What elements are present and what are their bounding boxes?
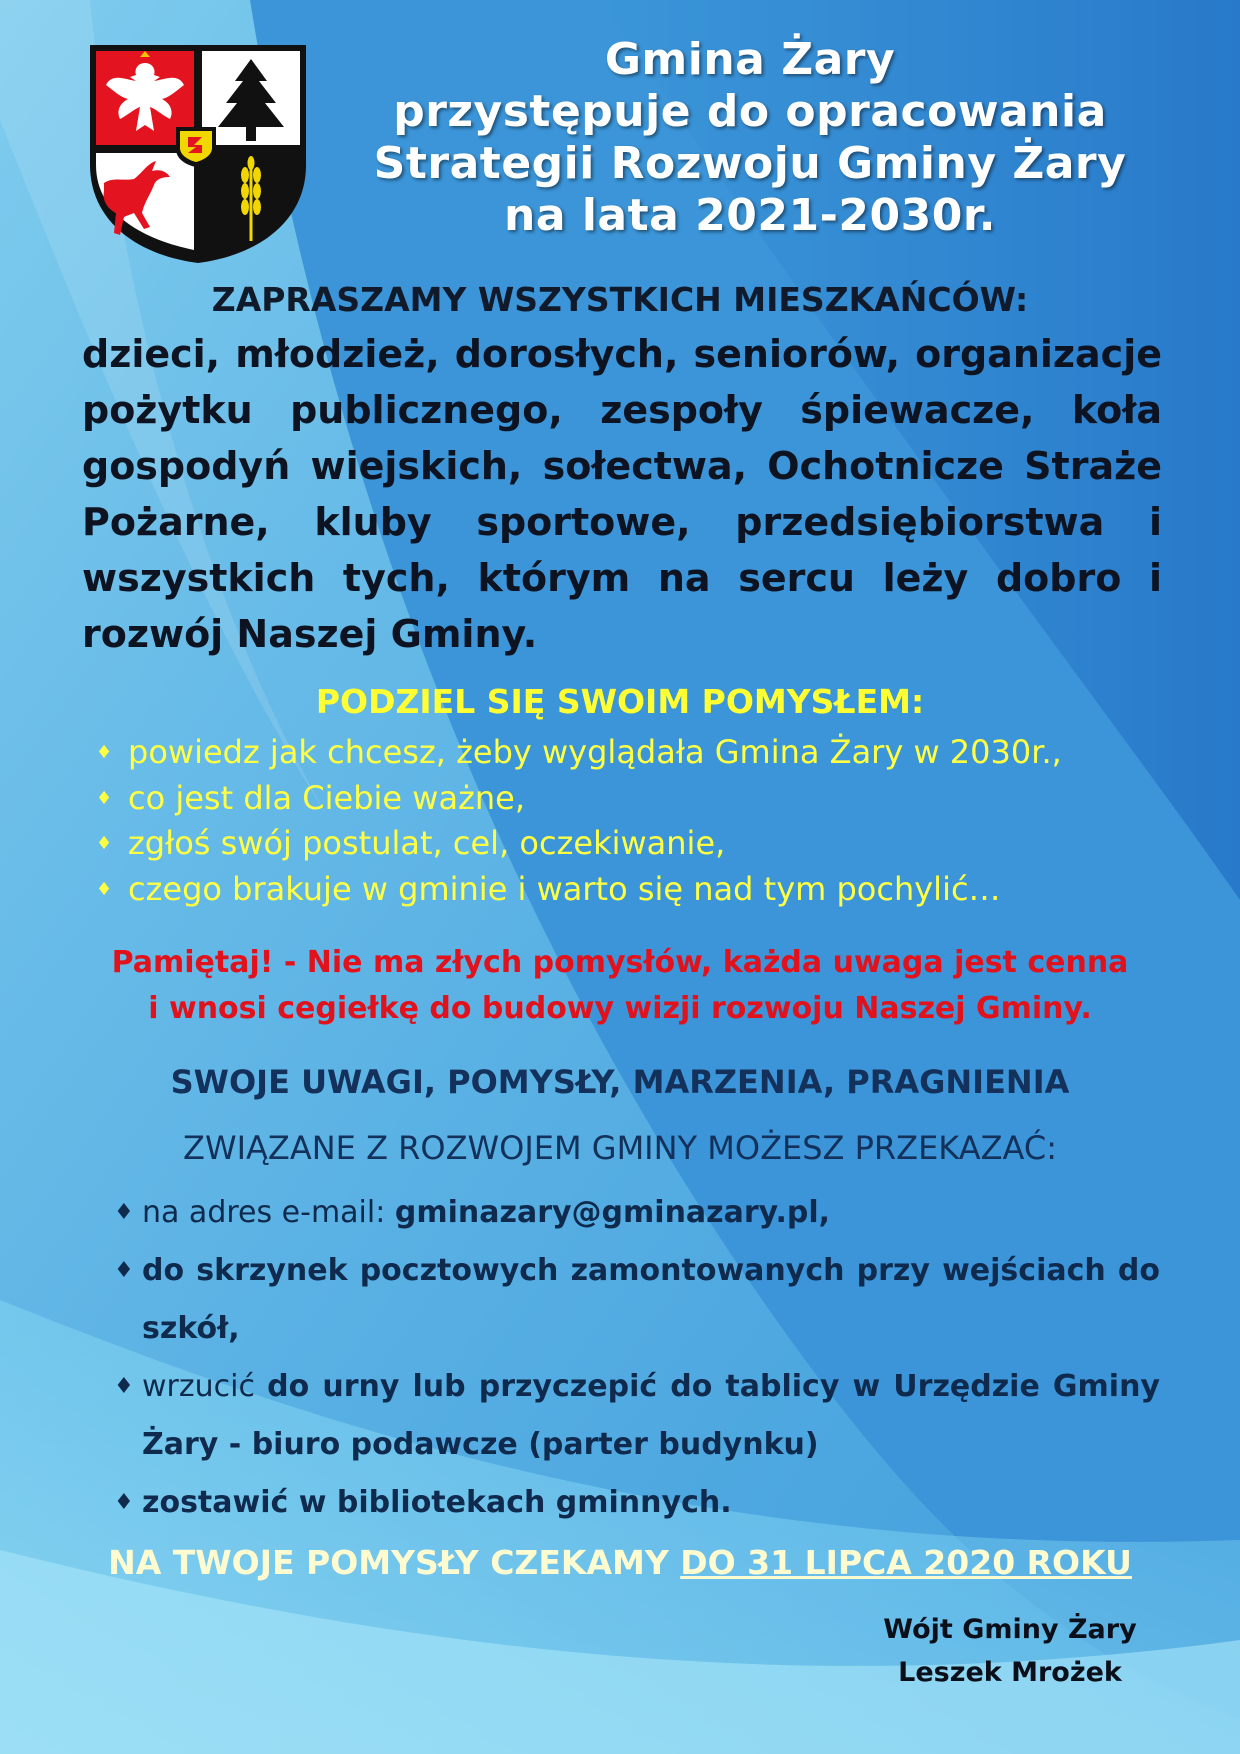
diamond-bullet-icon: ♦ xyxy=(96,833,113,854)
list-item-email: ♦ na adres e-mail: gminazary@gminazary.pl, xyxy=(114,1184,1160,1242)
coat-of-arms xyxy=(90,45,306,263)
list-item-mailbox: ♦ do skrzynek pocztowych zamontowanych przy wejściach do szkół, xyxy=(114,1242,1160,1358)
signature-name: Leszek Mrożek xyxy=(898,1657,1122,1688)
diamond-bullet-icon: ♦ xyxy=(114,1490,134,1515)
diamond-bullet-icon: ♦ xyxy=(96,878,113,900)
list-item-library: ♦ zostawić w bibliotekach gminnych. xyxy=(114,1474,1160,1532)
invite-heading: ZAPRASZAMY WSZYSTKICH MIESZKAŃCÓW: xyxy=(211,280,1029,319)
list-item: ♦ zgłoś swój postulat, cel, oczekiwanie, xyxy=(96,821,1156,867)
send-list xyxy=(114,1184,1160,1532)
page-title xyxy=(330,34,1170,242)
signature-role: Wójt Gminy Żary xyxy=(883,1614,1137,1645)
list-item: ♦ powiedz jak chcesz, żeby wyglądała Gmina Żary w 2030r., xyxy=(96,730,1156,776)
list-item: ♦ co jest dla Ciebie ważne, xyxy=(96,776,1156,822)
remember-note xyxy=(80,940,1160,1032)
diamond-bullet-icon: ♦ xyxy=(114,1374,134,1399)
share-heading: PODZIEL SIĘ SWOIM POMYSŁEM: xyxy=(315,682,925,721)
title-line-2: przystępuje do opracowania xyxy=(393,86,1107,137)
list-item: ♦ czego brakuje w gminie i warto się nad tym pochylić… xyxy=(96,867,1156,913)
diamond-bullet-icon: ♦ xyxy=(114,1258,134,1283)
title-line-4: na lata 2021-2030r. xyxy=(504,190,996,241)
title-line-3: Strategii Rozwoju Gminy Żary xyxy=(373,138,1127,189)
remember-line-1: Pamiętaj! - Nie ma złych pomysłów, każda uwaga jest cenna xyxy=(111,945,1129,980)
list-item-urn: ♦ wrzucić do urny lub przyczepić do tablicy w Urzędzie Gminy Żary - biuro podawcze (parter budynku) xyxy=(114,1358,1160,1474)
send-heading: SWOJE UWAGI, POMYSŁY, MARZENIA, PRAGNIENIA xyxy=(170,1063,1070,1101)
title-line-1: Gmina Żary xyxy=(604,34,896,85)
diamond-bullet-icon: ♦ xyxy=(114,1200,134,1225)
invite-text: dzieci, młodzież, dorosłych, seniorów, organizacje pożytku publicznego, zespoły śpiewacze, koła gospodyń wiejskich, sołectwa, Ochotnicze Straże Pożarne, kluby sportowe, przedsiębiorstwa i wszystkich tych, którym na sercu leży dobro i rozwój Naszej Gminy. xyxy=(82,332,1162,656)
remember-line-2: i wnosi cegiełkę do budowy wizji rozwoju Naszej Gminy. xyxy=(148,991,1092,1026)
send-subheading: ZWIĄZANE Z ROZWOJEM GMINY MOŻESZ PRZEKAZAĆ: xyxy=(183,1129,1057,1167)
deadline: NA TWOJE POMYSŁY CZEKAMY DO 31 LIPCA 2020 ROKU xyxy=(108,1543,1132,1582)
deadline-date: DO 31 LIPCA 2020 ROKU xyxy=(680,1543,1132,1582)
share-list xyxy=(96,730,1156,912)
diamond-bullet-icon: ♦ xyxy=(96,742,113,763)
diamond-bullet-icon: ♦ xyxy=(96,787,113,809)
email-address: gminazary@gminazary.pl, xyxy=(394,1195,831,1230)
signature xyxy=(860,1608,1160,1694)
